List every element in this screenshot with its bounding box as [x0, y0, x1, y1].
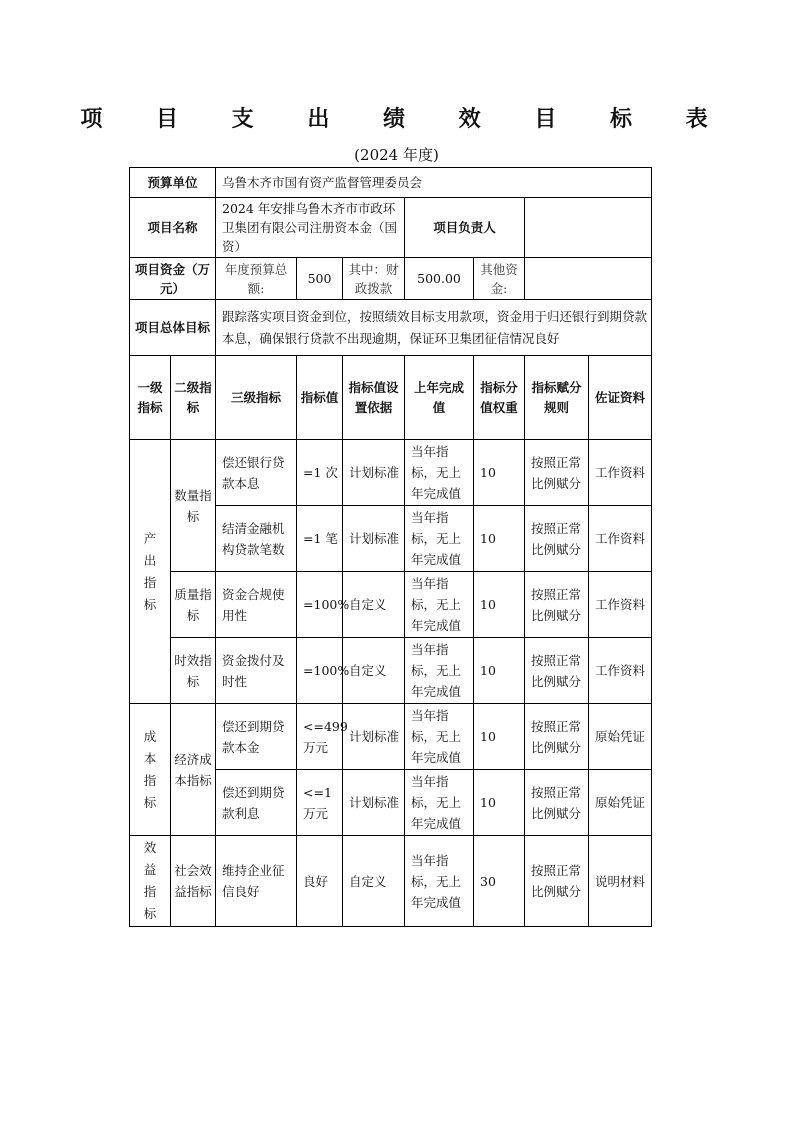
table-row: [130, 440, 652, 506]
header-level1: 一级指标: [130, 356, 171, 440]
last-year-cell: 当年指标，无上年完成值: [405, 506, 474, 572]
level3-cell: 资金拨付及时性: [216, 638, 297, 704]
basis-cell: 计划标准: [343, 704, 405, 770]
last-year-cell: 当年指标，无上年完成值: [405, 638, 474, 704]
value-cell: =100%: [297, 638, 343, 704]
evidence-cell: 说明材料: [589, 836, 652, 927]
rule-cell: 按照正常比例赋分: [525, 572, 589, 638]
value-cell: =1 次: [297, 440, 343, 506]
goal-value: 跟踪落实项目资金到位，按照绩效目标支用款项，资金用于归还银行到期贷款本息，确保银行贷款不出现逾期，保证环卫集团征信情况良好: [216, 300, 652, 356]
project-name-label: 项目名称: [130, 198, 216, 258]
basis-cell: 计划标准: [343, 770, 405, 836]
fiscal-value: 500.00: [405, 258, 474, 300]
header-value: 指标值: [297, 356, 343, 440]
evidence-cell: 工作资料: [589, 638, 652, 704]
level2-cell: 数量指标: [171, 440, 216, 572]
basis-cell: 自定义: [343, 638, 405, 704]
header-last-year: 上年完成值: [405, 356, 474, 440]
value-cell: 良好: [297, 836, 343, 927]
annual-budget-label: 年度预算总额:: [216, 258, 297, 300]
level3-cell: 偿还到期贷款本金: [216, 704, 297, 770]
weight-cell: 10: [474, 638, 525, 704]
weight-cell: 10: [474, 572, 525, 638]
basis-cell: 计划标准: [343, 506, 405, 572]
rule-cell: 按照正常比例赋分: [525, 836, 589, 927]
level2-cell: 经济成本指标: [171, 704, 216, 836]
goal-label: 项目总体目标: [130, 300, 216, 356]
table-row: [130, 836, 652, 927]
weight-cell: 10: [474, 770, 525, 836]
level3-cell: 维持企业征信良好: [216, 836, 297, 927]
unit-value: 乌鲁木齐市国有资产监督管理委员会: [216, 168, 652, 198]
level2-cell: 社会效益指标: [171, 836, 216, 927]
header-rule: 指标赋分规则: [525, 356, 589, 440]
annual-budget-value: 500: [297, 258, 343, 300]
header-weight: 指标分值权重: [474, 356, 525, 440]
fiscal-label: 其中：财政拨款: [343, 258, 405, 300]
last-year-cell: 当年指标，无上年完成值: [405, 572, 474, 638]
value-cell: =100%: [297, 572, 343, 638]
level1-cell: 产 出 指 标: [130, 440, 171, 704]
evidence-cell: 工作资料: [589, 572, 652, 638]
evidence-cell: 工作资料: [589, 440, 652, 506]
level2-cell: 时效指标: [171, 638, 216, 704]
level3-cell: 偿还到期贷款利息: [216, 770, 297, 836]
other-label: 其他资金:: [474, 258, 525, 300]
value-cell: =1 笔: [297, 506, 343, 572]
level3-cell: 结清金融机构贷款笔数: [216, 506, 297, 572]
level3-cell: 偿还银行贷款本息: [216, 440, 297, 506]
owner-label: 项目负责人: [405, 198, 525, 258]
basis-cell: 自定义: [343, 836, 405, 927]
project-name-value: 2024 年安排乌鲁木齐市市政环卫集团有限公司注册资本金（国资）: [216, 198, 405, 258]
weight-cell: 10: [474, 440, 525, 506]
level2-cell: 质量指标: [171, 572, 216, 638]
other-value: [525, 258, 652, 300]
basis-cell: 计划标准: [343, 440, 405, 506]
basis-cell: 自定义: [343, 572, 405, 638]
last-year-cell: 当年指标，无上年完成值: [405, 440, 474, 506]
rule-cell: 按照正常比例赋分: [525, 770, 589, 836]
last-year-cell: 当年指标，无上年完成值: [405, 770, 474, 836]
table-row: [130, 704, 652, 770]
page-title: 项 目 支 出 绩 效 目 标 表: [80, 107, 731, 132]
table-row: [130, 638, 652, 704]
value-cell: <=499 万元: [297, 704, 343, 770]
rule-cell: 按照正常比例赋分: [525, 440, 589, 506]
owner-value: [525, 198, 652, 258]
evidence-cell: 工作资料: [589, 506, 652, 572]
weight-cell: 10: [474, 704, 525, 770]
fund-label: 项目资金（万元）: [130, 258, 216, 300]
rule-cell: 按照正常比例赋分: [525, 638, 589, 704]
value-cell: <=1 万元: [297, 770, 343, 836]
rule-cell: 按照正常比例赋分: [525, 704, 589, 770]
weight-cell: 30: [474, 836, 525, 927]
table-row: [130, 572, 652, 638]
header-evidence: 佐证资料: [589, 356, 652, 440]
unit-label: 预算单位: [130, 168, 216, 198]
header-basis: 指标值设置依据: [343, 356, 405, 440]
level1-cell: 效 益 指 标: [130, 836, 171, 927]
header-level3: 三级指标: [216, 356, 297, 440]
year-label: (2024 年度): [354, 146, 439, 164]
weight-cell: 10: [474, 506, 525, 572]
evidence-cell: 原始凭证: [589, 770, 652, 836]
last-year-cell: 当年指标，无上年完成值: [405, 836, 474, 927]
header-level2: 二级指标: [171, 356, 216, 440]
evidence-cell: 原始凭证: [589, 704, 652, 770]
level1-cell: 成 本 指 标: [130, 704, 171, 836]
table-header-row: [130, 356, 652, 440]
performance-table: [129, 167, 652, 927]
level3-cell: 资金合规使用性: [216, 572, 297, 638]
last-year-cell: 当年指标，无上年完成值: [405, 704, 474, 770]
rule-cell: 按照正常比例赋分: [525, 506, 589, 572]
